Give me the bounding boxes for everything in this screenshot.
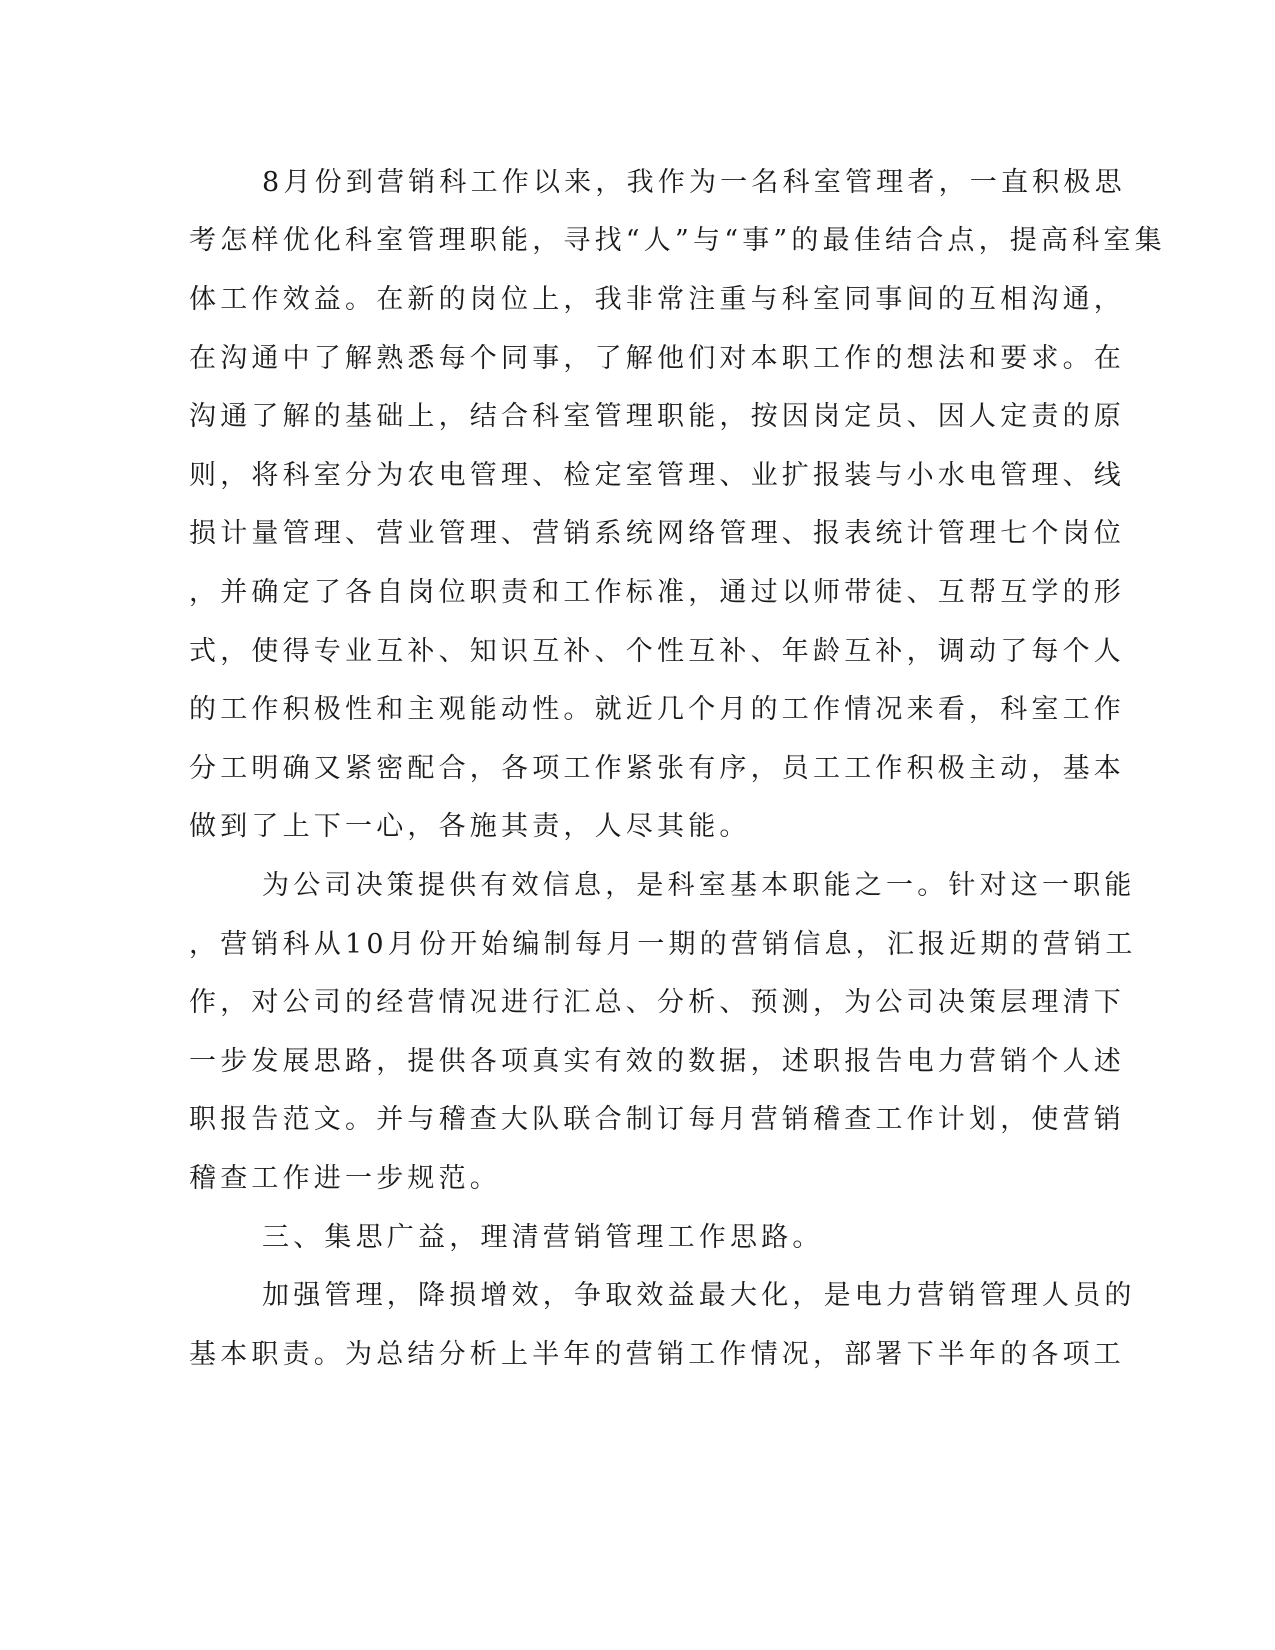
- text-line-20: 加强管理，降损增效，争取效益最大化，是电力营销管理人员的: [262, 1280, 1136, 1311]
- text-line-4: 在沟通中了解熟悉每个同事，了解他们对本职工作的想法和要求。在: [189, 343, 1125, 374]
- text-line-14: ，营销科从10月份开始编制每月一期的营销信息，汇报近期的营销工: [189, 929, 1137, 960]
- section-heading: 三、集思广益，理清营销管理工作思路。: [262, 1222, 824, 1253]
- text-line-13: 为公司决策提供有效信息，是科室基本职能之一。针对这一职能: [262, 870, 1136, 901]
- text-line-15: 作，对公司的经营情况进行汇总、分析、预测，为公司决策层理清下: [189, 987, 1125, 1018]
- text-line-10: 的工作积极性和主观能动性。就近几个月的工作情况来看，科室工作: [189, 694, 1125, 725]
- text-line-5: 沟通了解的基础上，结合科室管理职能，按因岗定员、因人定责的原: [189, 401, 1125, 432]
- text-line-9: 式，使得专业互补、知识互补、个性互补、年龄互补，调动了每个人: [189, 636, 1125, 667]
- text-line-11: 分工明确又紧密配合，各项工作紧张有序，员工工作积极主动，基本: [189, 753, 1125, 784]
- text-line-18: 稽查工作进一步规范。: [189, 1163, 501, 1194]
- text-line-12: 做到了上下一心，各施其责，人尽其能。: [189, 811, 751, 842]
- text-line-6: 则，将科室分为农电管理、检定室管理、业扩报装与小水电管理、线: [189, 460, 1125, 491]
- text-line-1: 8月份到营销科工作以来，我作为一名科室管理者，一直积极思: [262, 167, 1126, 198]
- text-line-8: ，并确定了各自岗位职责和工作标准，通过以师带徒、互帮互学的形: [189, 577, 1125, 608]
- text-line-17: 职报告范文。并与稽查大队联合制订每月营销稽查工作计划，使营销: [189, 1104, 1125, 1135]
- text-line-3: 体工作效益。在新的岗位上，我非常注重与科室同事间的互相沟通，: [189, 284, 1125, 315]
- text-line-2: 考怎样优化科室管理职能，寻找“人”与“事”的最佳结合点，提高科室集: [189, 225, 1166, 256]
- text-line-21: 基本职责。为总结分析上半年的营销工作情况，部署下半年的各项工: [189, 1339, 1125, 1370]
- text-line-16: 一步发展思路，提供各项真实有效的数据，述职报告电力营销个人述: [189, 1046, 1125, 1077]
- text-line-7: 损计量管理、营业管理、营销系统网络管理、报表统计管理七个岗位: [189, 518, 1125, 549]
